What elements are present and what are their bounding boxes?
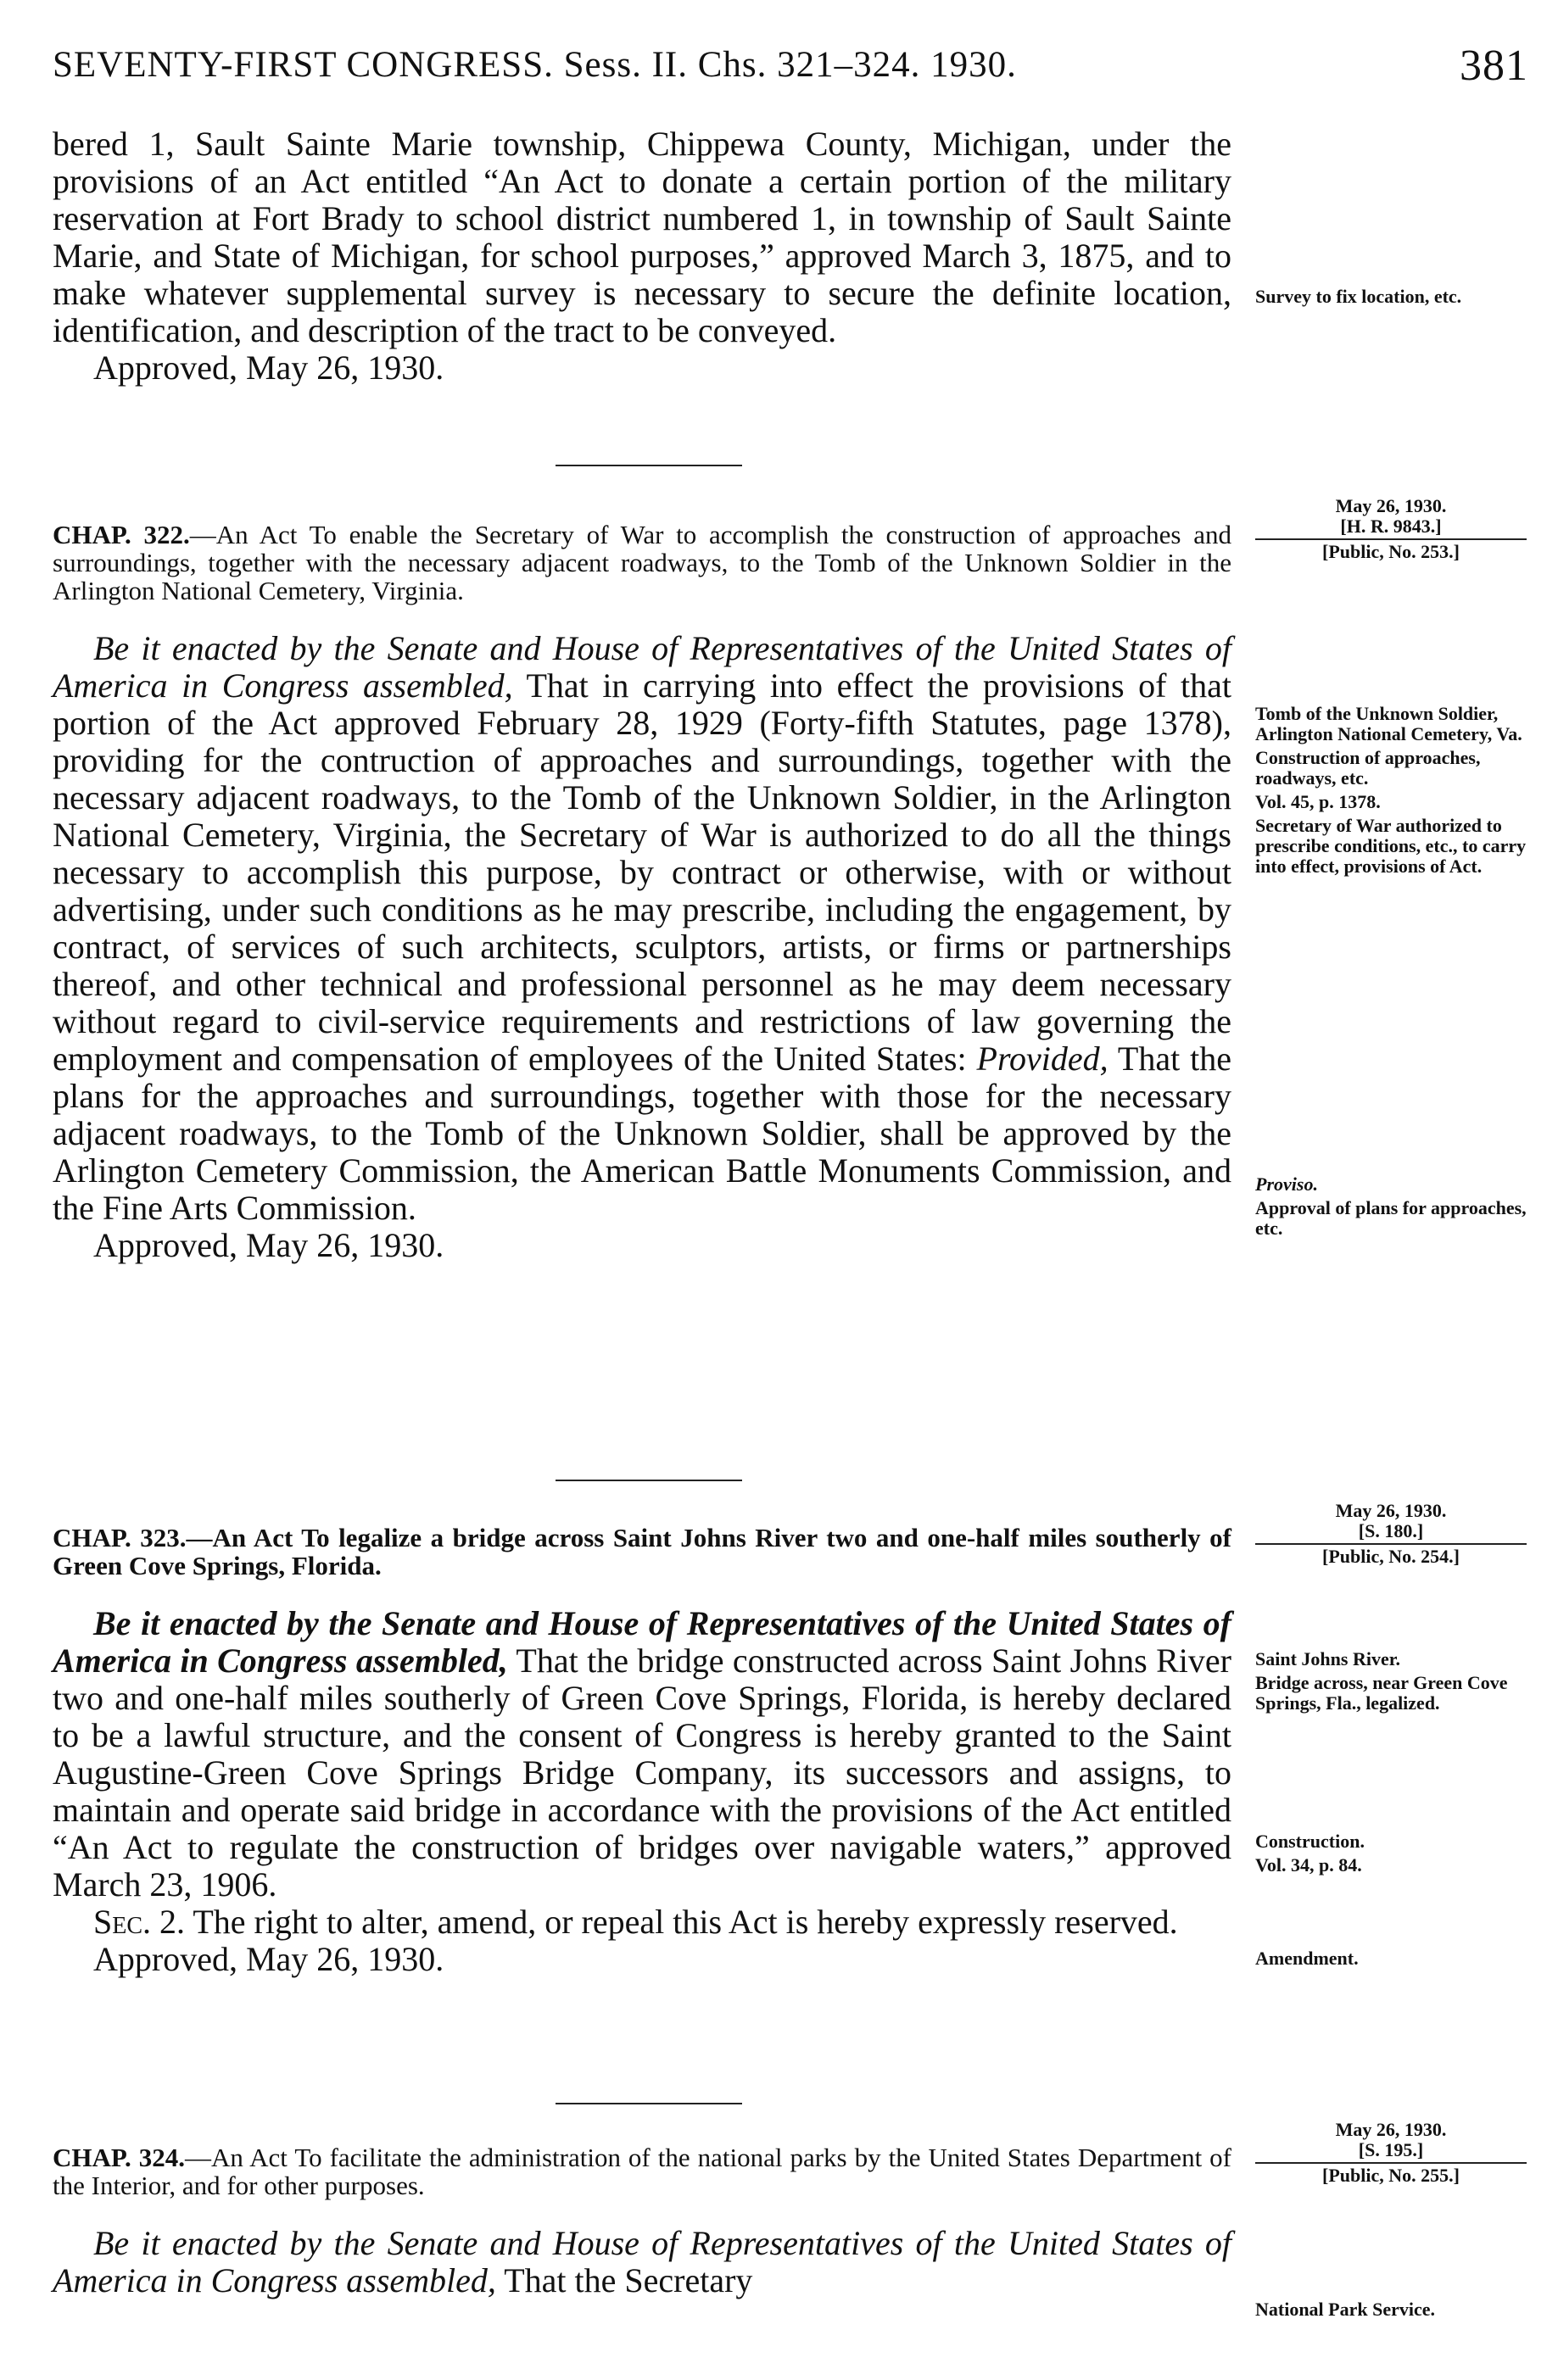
chap323-sec2 [53,1903,1231,1941]
chap324-margin-note: National Park Service. [1255,2299,1436,2320]
chap323-bill: [S. 180.] [1358,1520,1424,1541]
chap321-section [53,125,1231,387]
note-construction: Construction of approaches, roadways, etc. [1255,747,1481,789]
note-approval-plans: Approval of plans for approaches, etc. [1255,1197,1527,1239]
chap322-marginal-head [1255,496,1527,562]
chap323-marginal-rule [1255,1543,1527,1545]
chap322-proviso-text: That the plans for the approaches and surroundings, together with those for the necessary adjacent roadways, to the Tomb of the Unknown Soldier, shall be approved by the Arlington Cemetery Commission, the American Battle Monuments Commission, and the Fine Arts Commission. [53,1040,1232,1227]
section-divider [556,465,742,466]
chap323-date: May 26, 1930. [1335,1500,1447,1521]
chap322-enacting-clause: Be it enacted by the Senate and House of Representatives of the United States of America in Congress assembled, [53,629,1231,705]
chap322-text [53,630,1231,1227]
chap323-margin-notes [1255,1649,1527,1717]
chap322-public: [Public, No. 253.] [1322,541,1460,562]
chap323-construction-notes [1255,1831,1527,1879]
chap323-public: [Public, No. 254.] [1322,1546,1460,1567]
chap324-text [53,2225,1231,2299]
chap324-public: [Public, No. 255.] [1322,2165,1460,2186]
chap323-text [53,1605,1231,1903]
chap322-margin-notes [1255,704,1527,880]
note-construction: Construction. [1255,1831,1365,1852]
chap324-bill: [S. 195.] [1358,2139,1424,2160]
chap323-approved: Approved, May 26, 1930. [93,1940,444,1978]
chap323-marginal-head [1255,1501,1527,1567]
note-bridge-legalized: Bridge across, near Green Cove Springs, Fla., legalized. [1255,1672,1508,1714]
chap323-sec2-label: Sec. 2. [93,1903,186,1941]
chap324-body-start: That the Secretary [504,2261,753,2299]
chap322-bill: [H. R. 9843.] [1340,516,1442,537]
chap322-section [53,521,1231,1264]
chap323-chap-label: CHAP. 323. [53,1523,187,1552]
chap324-title: —An Act To facilitate the administration of the national parks by the United States Department of the Interior, and for other purposes. [53,2143,1231,2200]
chap322-proviso-notes [1255,1174,1527,1242]
chap324-marginal-head [1255,2120,1527,2186]
chap323-section [53,1524,1231,1978]
running-header [53,42,1528,90]
chap323-enacting-clause: Be it enacted by the Senate and House of Representatives of the United States of America in Congress assembled, [53,1604,1231,1680]
chap322-chap-label: CHAP. 322. [53,520,190,549]
chap324-heading [53,2143,1231,2199]
note-amendment: Amendment. [1255,1948,1359,1969]
note-secretary: Secretary of War authorized to prescribe conditions, etc., to carry into effect, provisions of Act. [1255,815,1527,877]
running-head-text: SEVENTY-FIRST CONGRESS. Sess. II. Chs. 321–324. 1930. [53,45,1017,85]
chap321-margin-note: Survey to fix location, etc. [1255,286,1462,307]
chap322-heading [53,521,1231,605]
chap323-body: That the bridge constructed across Saint Johns River two and one-half miles southerly of Green Cove Springs, Florida, is hereby declared to be a lawful structure, and the consent of Congress is hereby granted to the Saint Augustine-Green Cove Springs Bridge Company, its successors and assigns, to maintain and operate said bridge in accordance with the provisions of the Act entitled “An Act to regulate the construction of bridges over navigable waters,” approved March 23, 1906. [53,1641,1231,1903]
chap324-marginal-rule [1255,2162,1527,2164]
page-number: 381 [1460,42,1528,90]
chap324-chap-label: CHAP. 324. [53,2143,185,2172]
chap322-proviso-word: Provided, [976,1040,1108,1078]
note-vol34: Vol. 34, p. 84. [1255,1854,1362,1876]
chap322-marginal-rule [1255,538,1527,540]
section-divider [556,1480,742,1481]
chap323-title: —An Act To legalize a bridge across Saint Johns River two and one-half miles southerly of Green Cove Springs, Florida. [53,1523,1231,1580]
note-tomb: Tomb of the Unknown Soldier, Arlington National Cemetery, Va. [1255,703,1522,744]
chap324-section [53,2143,1231,2299]
chap322-title: —An Act To enable the Secretary of War to accomplish the construction of approaches and surroundings, together with the necessary adjacent roadways, to the Tomb of the Unknown Soldier in the Arlington National Cemetery, Virginia. [53,520,1231,605]
note-vol45: Vol. 45, p. 1378. [1255,791,1381,812]
chap322-body: That in carrying into effect the provisions of that portion of the Act approved February 28, 1929 (Forty-fifth Statutes, page 1378), providing for the contruction of approaches and surroundings, together with the necessary adjacent roadways, to the Tomb of the Unknown Soldier, in the Arlington National Cemetery, Virginia, the Secretary of War is authorized to do all the things necessary to accomplish this purpose, by contract or otherwise, with or without advertising, under such conditions as he may prescribe, including the engagement, by contract, of services of such architects, sculptors, artists, or firms or partnerships thereof, and other technical and professional personnel as he may deem necessary without regard to civil-service requirements and restrictions of law governing the employment and compensation of employees of the United States: [53,666,1231,1078]
chap324-date: May 26, 1930. [1335,2119,1447,2140]
chap322-date: May 26, 1930. [1335,495,1447,516]
chap324-enacting-clause: Be it enacted by the Senate and House of Representatives of the United States of America in Congress assembled, [53,2224,1231,2299]
section-divider [556,2103,742,2104]
chap321-approved: Approved, May 26, 1930. [93,348,444,387]
chap323-sec2-text: The right to alter, amend, or repeal this Act is hereby expressly reserved. [193,1903,1178,1941]
chap323-heading [53,1524,1231,1580]
chap321-continuation: bered 1, Sault Sainte Marie township, Chippewa County, Michigan, under the provisions of an Act entitled “An Act to donate a certain portion of the military reservation at Fort Brady to school district numbered 1, in township of Sault Sainte Marie, and State of Michigan, for school purposes,” approved March 3, 1875, and to make whatever supplemental survey is necessary to secure the definite location, identification, and description of the tract to be conveyed. [53,125,1231,349]
note-proviso: Proviso. [1255,1173,1318,1195]
chap322-approved: Approved, May 26, 1930. [93,1226,444,1264]
note-saint-johns: Saint Johns River. [1255,1648,1400,1669]
